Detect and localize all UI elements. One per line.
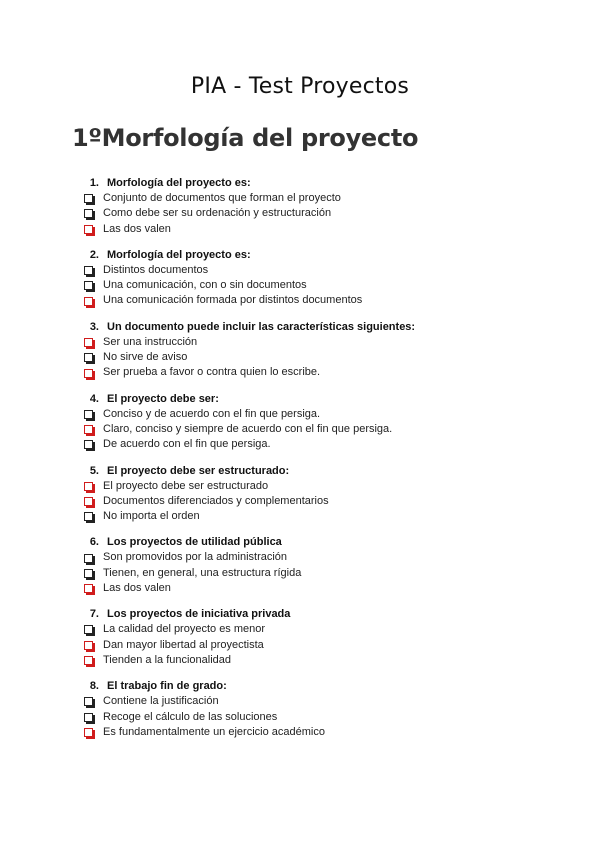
answer-option <box>84 725 564 740</box>
answer-option <box>84 694 564 709</box>
answer-option <box>84 422 564 437</box>
answer-option-label: Como debe ser su ordenación y estructuración <box>103 207 332 220</box>
question-2 <box>84 248 564 309</box>
question-number: 1. <box>89 177 99 189</box>
question-6 <box>84 535 564 596</box>
question-number: 6. <box>89 536 99 549</box>
question-heading <box>84 607 564 622</box>
answer-option-label: Conciso y de acuerdo con el fin que persiga. <box>103 407 321 420</box>
checkbox-marked-icon <box>84 497 93 506</box>
question-8 <box>84 679 564 740</box>
answer-option <box>84 350 564 365</box>
answer-option <box>84 509 564 524</box>
answer-option <box>84 293 564 308</box>
question-3 <box>84 320 564 381</box>
question-5 <box>84 464 564 525</box>
checkbox-icon <box>84 440 93 449</box>
answer-option-label: La calidad del proyecto es menor <box>103 623 266 636</box>
document-title: PIA - Test Proyectos <box>190 74 410 99</box>
answer-option <box>84 581 564 596</box>
answer-option-label: El proyecto debe ser estructurado <box>103 479 269 492</box>
question-number: 2. <box>89 248 99 261</box>
question-7 <box>84 607 564 668</box>
answer-option-label: Ser prueba a favor o contra quien lo escribe. <box>103 366 321 379</box>
checkbox-icon <box>84 410 93 419</box>
question-text: Los proyectos de utilidad pública <box>107 536 282 549</box>
question-heading <box>84 392 564 407</box>
checkbox-marked-icon <box>84 297 93 306</box>
answer-option-label: Recoge el cálculo de las soluciones <box>103 710 278 723</box>
answer-option <box>84 191 564 206</box>
answer-option-label: Tienden a la funcionalidad <box>103 653 232 666</box>
checkbox-marked-icon <box>84 425 93 434</box>
checkbox-marked-icon <box>84 369 93 378</box>
answer-option-label: No sirve de aviso <box>103 351 188 364</box>
question-number: 3. <box>89 320 99 333</box>
answer-option <box>84 494 564 509</box>
answer-option-label: Documentos diferenciados y complementarios <box>103 494 329 507</box>
question-text: El trabajo fin de grado: <box>107 680 227 693</box>
answer-option-label: Distintos documentos <box>103 263 209 276</box>
checkbox-marked-icon <box>84 225 93 234</box>
answer-option <box>84 335 564 350</box>
answer-option-label: Contiene la justificación <box>103 695 219 708</box>
question-text: Morfología del proyecto es: <box>107 248 251 261</box>
question-number: 4. <box>89 392 99 405</box>
checkbox-icon <box>84 512 93 521</box>
answer-option-label: Dan mayor libertad al proyectista <box>103 638 264 651</box>
question-heading <box>84 679 564 694</box>
answer-option-label: Las dos valen <box>103 222 171 235</box>
answer-option <box>84 365 564 380</box>
question-text: Los proyectos de iniciativa privada <box>107 608 291 621</box>
answer-option <box>84 263 564 278</box>
answer-option-label: De acuerdo con el fin que persiga. <box>103 438 271 451</box>
checkbox-marked-icon <box>84 641 93 650</box>
question-heading <box>84 176 564 191</box>
question-text: El proyecto debe ser estructurado: <box>107 464 290 477</box>
checkbox-icon <box>84 713 93 722</box>
question-text: Un documento puede incluir las características siguientes: <box>107 320 416 333</box>
answer-option <box>84 550 564 565</box>
answer-option <box>84 653 564 668</box>
question-text: Morfología del proyecto es: <box>107 177 251 189</box>
question-heading <box>84 464 564 479</box>
question-heading <box>84 535 564 550</box>
section-title: 1ºMorfología del proyecto <box>72 124 419 152</box>
answer-option-label: Tienen, en general, una estructura rígida <box>103 566 302 579</box>
answer-option-label: No importa el orden <box>103 510 200 523</box>
checkbox-icon <box>84 266 93 275</box>
checkbox-marked-icon <box>84 656 93 665</box>
checkbox-icon <box>84 194 93 203</box>
checkbox-icon <box>84 697 93 706</box>
answer-option <box>84 566 564 581</box>
question-heading <box>84 320 564 335</box>
answer-option-label: Las dos valen <box>103 582 171 595</box>
answer-option <box>84 206 564 221</box>
answer-option-label: Una comunicación, con o sin documentos <box>103 279 307 292</box>
answer-option-label: Claro, conciso y siempre de acuerdo con el fin que persiga. <box>103 422 393 435</box>
question-number: 8. <box>89 680 99 693</box>
answer-option <box>84 710 564 725</box>
answer-option <box>84 437 564 452</box>
answer-option-label: Una comunicación formada por distintos documentos <box>103 294 363 307</box>
answer-option-label: Ser una instrucción <box>103 335 198 348</box>
checkbox-icon <box>84 353 93 362</box>
question-number: 5. <box>89 464 99 477</box>
checkbox-icon <box>84 281 93 290</box>
answer-option <box>84 479 564 494</box>
question-text: El proyecto debe ser: <box>107 392 219 405</box>
checkbox-icon <box>84 554 93 563</box>
checkbox-icon <box>84 569 93 578</box>
answer-option <box>84 638 564 653</box>
question-1 <box>84 176 564 237</box>
question-4 <box>84 392 564 453</box>
question-number: 7. <box>89 608 99 621</box>
checkbox-icon <box>84 625 93 634</box>
checkbox-icon <box>84 209 93 218</box>
checkbox-marked-icon <box>84 338 93 347</box>
checkbox-marked-icon <box>84 584 93 593</box>
question-list <box>84 176 564 751</box>
answer-option <box>84 407 564 422</box>
checkbox-marked-icon <box>84 482 93 491</box>
answer-option <box>84 222 564 237</box>
answer-option-label: Es fundamentalmente un ejercicio académico <box>103 725 325 738</box>
answer-option-label: Son promovidos por la administración <box>103 551 288 564</box>
answer-option <box>84 278 564 293</box>
checkbox-marked-icon <box>84 728 93 737</box>
question-heading <box>84 248 564 263</box>
answer-option <box>84 622 564 637</box>
answer-option-label: Conjunto de documentos que forman el proyecto <box>103 192 341 204</box>
